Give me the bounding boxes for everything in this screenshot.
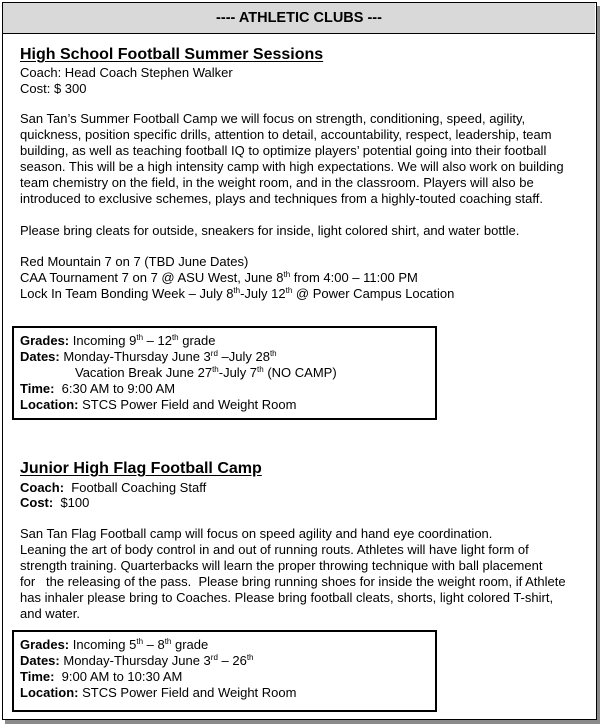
desc-line: introduced to exclusive schemes, plays and techniques from a highly-touted coaching staff. (20, 191, 543, 206)
desc-line: strength training. Quarterbacks will learn the proper throwing technique with ball placement (20, 558, 543, 573)
football-vacation: Vacation Break June 27th-July 7th (NO CAMP) (75, 365, 337, 380)
football-event-3: Lock In Team Bonding Week – July 8th-July 12th @ Power Campus Location (20, 286, 455, 301)
flag-grades: Grades: Incoming 5th – 8th grade (20, 637, 209, 652)
desc-line: for the releasing of the pass. Please bring running shoes for inside the weight room, if Athlete (20, 574, 566, 589)
football-event-1: Red Mountain 7 on 7 (TBD June Dates) (20, 254, 249, 269)
football-description (20, 111, 564, 207)
desc-line: season. This will be a high intensity camp with high expectations. We will also work on building (20, 159, 564, 174)
desc-line: team chemistry on the field, in the weight room, and in the classroom. Players will also be (20, 175, 534, 190)
football-cost: Cost: $ 300 (20, 81, 87, 96)
football-title: High School Football Summer Sessions (20, 46, 324, 63)
football-grades: Grades: Incoming 9th – 12th grade (20, 333, 216, 348)
football-dates: Dates: Monday-Thursday June 3rd –July 28th (20, 349, 277, 364)
flag-cost: Cost: $100 (20, 495, 90, 510)
desc-line: quickness, position specific drills, attention to detail, accountability, respect, leadership, team (20, 127, 552, 142)
flag-title: Junior High Flag Football Camp (20, 460, 262, 477)
flag-description (20, 526, 566, 622)
flag-dates: Dates: Monday-Thursday June 3rd – 26th (20, 653, 254, 668)
flag-coach: Coach: Football Coaching Staff (20, 480, 207, 495)
flag-location: Location: STCS Power Field and Weight Room (20, 685, 297, 700)
desc-line: and water. (20, 606, 80, 621)
football-coach: Coach: Head Coach Stephen Walker (20, 65, 233, 80)
football-time: Time: 6:30 AM to 9:00 AM (20, 381, 176, 396)
desc-line: San Tan’s Summer Football Camp we will focus on strength, conditioning, speed, agility, (20, 111, 526, 126)
desc-line: San Tan Flag Football camp will focus on speed agility and hand eye coordination. (20, 526, 493, 541)
football-location: Location: STCS Power Field and Weight Room (20, 397, 297, 412)
desc-line: has inhaler please bring to Coaches. Please bring football cleats, shorts, light colored T-shirt, (20, 590, 554, 605)
section-header: ---- ATHLETIC CLUBS --- (3, 3, 595, 34)
desc-line: building, as well as teaching football IQ to optimize players’ potential going into their football (20, 143, 547, 158)
flag-time: Time: 9:00 AM to 10:30 AM (20, 669, 183, 684)
football-event-2: CAA Tournament 7 on 7 @ ASU West, June 8th from 4:00 – 11:00 PM (20, 270, 418, 285)
football-bring: Please bring cleats for outside, sneakers for inside, light colored shirt, and water bottle. (20, 223, 520, 238)
desc-line: Leaning the art of body control in and out of running routs. Athletes will have light form of (20, 542, 529, 557)
